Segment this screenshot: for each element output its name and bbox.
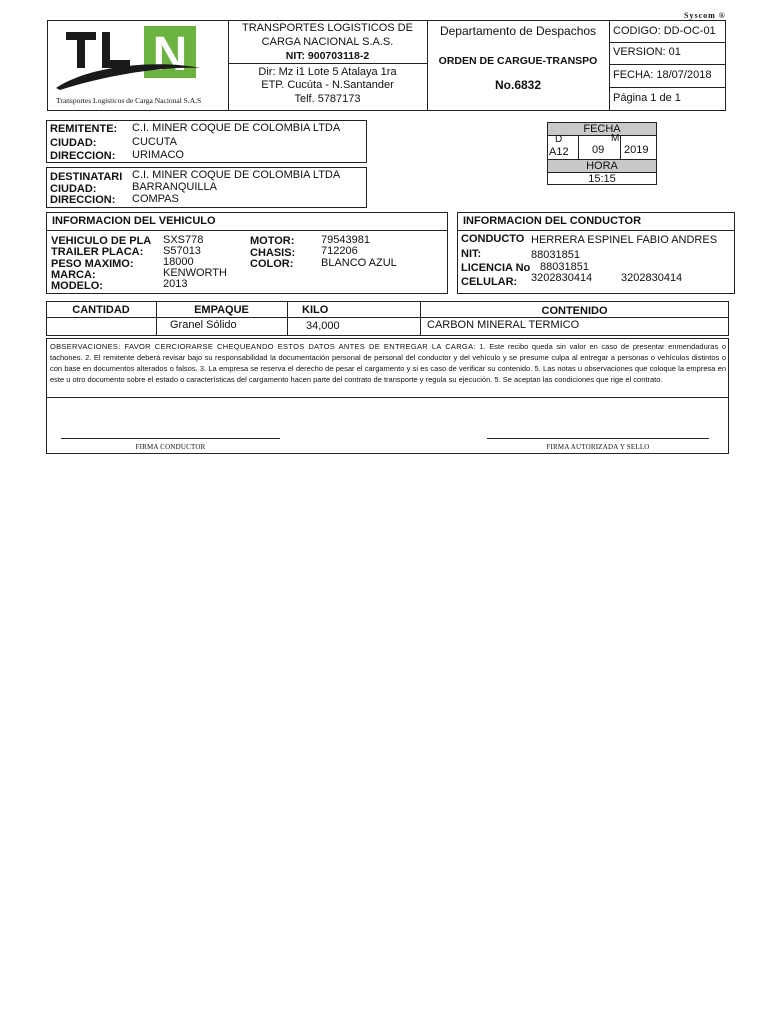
remitente-direccion-label: DIRECCION: bbox=[50, 150, 116, 162]
trailer-placa-label: TRAILER PLACA: bbox=[51, 246, 144, 258]
fecha-m-label: M bbox=[611, 133, 620, 144]
remitente-label: REMITENTE: bbox=[50, 123, 118, 135]
svg-text:N: N bbox=[152, 28, 188, 81]
hora-title: HORA bbox=[586, 160, 618, 172]
licencia-label: LICENCIA No bbox=[461, 262, 531, 274]
remitente-value: C.I. MINER COQUE DE COLOMBIA LTDA bbox=[132, 122, 341, 134]
remitente-direccion-value: URIMACO bbox=[132, 149, 184, 161]
observaciones-body: 1. Este recibo queda sin valor en caso de presentar enmendaduras o tachones. 2. El remitente deberá revisar bajo su responsabilidad la documentación personal de personal del conductor y del vehículo y se presume culpa al entregar a personas o vehículos distintos o con base en documentos alterados o falsos. 3. La empresa se reserva el derecho de pesar el cargamento y si es caso de verificar su contenido. 5. Las notas u observaciones que coloque la empresa en este u otro documento sobre el estado o características del cargamento hacen parte del contrato de transporte y regula su ejecución. 5. Se aceptan las condiciones que rige el contrato. bbox=[50, 342, 726, 384]
fecha-year: 2019 bbox=[624, 144, 649, 156]
conductor-nit-label: NIT: bbox=[461, 248, 482, 260]
destinatario-ciudad-label: CIUDAD: bbox=[50, 183, 97, 195]
chasis-label: CHASIS: bbox=[250, 247, 296, 259]
remitente-ciudad-label: CIUDAD: bbox=[50, 137, 97, 149]
cargo-cell-empaque: Granel Sólido bbox=[170, 319, 237, 331]
doc-pagina: Página 1 de 1 bbox=[613, 92, 681, 104]
chasis-value: 712206 bbox=[321, 245, 358, 257]
vehiculo-placa-label: VEHICULO DE PLA bbox=[51, 235, 152, 247]
celular-label: CELULAR: bbox=[461, 276, 518, 288]
destinatario-direccion-label: DIRECCION: bbox=[50, 194, 116, 206]
color-label: COLOR: bbox=[250, 258, 294, 270]
conductor-value: HERRERA ESPINEL FABIO ANDRES bbox=[531, 234, 718, 246]
marca-value: KENWORTH bbox=[163, 267, 227, 279]
trailer-placa-value: S57013 bbox=[163, 245, 201, 257]
firma-conductor-line bbox=[61, 438, 280, 439]
modelo-value: 2013 bbox=[163, 278, 188, 290]
firma-conductor-label: FIRMA CONDUCTOR bbox=[135, 443, 206, 451]
company-name-line1: TRANSPORTES LOGISTICOS DE bbox=[242, 22, 413, 34]
doc-fecha: FECHA: 18/07/2018 bbox=[613, 69, 712, 81]
peso-maximo-label: PESO MAXIMO: bbox=[51, 258, 134, 270]
cargo-header-empaque: EMPAQUE bbox=[194, 304, 249, 316]
vehiculo-placa-value: SXS778 bbox=[163, 234, 204, 246]
conductor-header: INFORMACION DEL CONDUCTOR bbox=[463, 215, 642, 227]
company-name-line2: CARGA NACIONAL S.A.S. bbox=[261, 36, 394, 48]
doc-version: VERSION: 01 bbox=[613, 46, 681, 58]
modelo-label: MODELO: bbox=[51, 280, 103, 292]
vehiculo-header: INFORMACION DEL VEHICULO bbox=[52, 215, 216, 227]
department-title: Departamento de Despachos bbox=[439, 24, 597, 38]
cargo-header-kilo: KILO bbox=[302, 304, 329, 316]
company-address-line1: Dir: Mz i1 Lote 5 Atalaya 1ra bbox=[258, 66, 397, 78]
remitente-ciudad-value: CUCUTA bbox=[132, 136, 178, 148]
company-logo bbox=[52, 24, 224, 108]
observaciones-text bbox=[50, 341, 726, 385]
cargo-header-contenido: CONTENIDO bbox=[541, 305, 608, 317]
destinatario-direccion-value: COMPAS bbox=[132, 193, 179, 205]
destinatario-ciudad-value: BARRANQUILLA bbox=[132, 181, 217, 193]
cargo-header-cantidad: CANTIDAD bbox=[72, 304, 130, 316]
motor-value: 79543981 bbox=[321, 234, 370, 246]
doc-codigo: CODIGO: DD-OC-01 bbox=[613, 25, 716, 37]
observaciones-lead: OBSERVACIONES: FAVOR CERCIORARSE CHEQUEANDO ESTOS DATOS ANTES DE ENTREGAR LA CARGA: bbox=[50, 342, 476, 351]
motor-label: MOTOR: bbox=[250, 235, 295, 247]
logo-tagline: Transportes Logisticos de Carga Nacional S.A.S bbox=[56, 96, 202, 105]
celular-value-1: 3202830414 bbox=[531, 272, 593, 284]
cargo-cell-kilo: 34,000 bbox=[306, 320, 340, 332]
celular-value-2: 3202830414 bbox=[621, 272, 683, 284]
syscom-stamp: Syscom ® bbox=[684, 11, 726, 20]
marca-label: MARCA: bbox=[51, 269, 96, 281]
fecha-day: A12 bbox=[549, 146, 569, 158]
company-address-line2: ETP. Cucúta - N.Santander bbox=[261, 79, 394, 91]
peso-maximo-value: 18000 bbox=[163, 256, 194, 268]
fecha-d-label: D bbox=[555, 134, 563, 145]
document-number: No.6832 bbox=[494, 78, 542, 92]
fecha-title: FECHA bbox=[583, 123, 621, 135]
cargo-cell-contenido: CARBON MINERAL TERMICO bbox=[427, 319, 580, 331]
firma-autorizada-label: FIRMA AUTORIZADA Y SELLO bbox=[546, 443, 650, 451]
destinatario-label: DESTINATARI bbox=[50, 171, 123, 183]
company-phone: Telf. 5787173 bbox=[294, 93, 361, 105]
destinatario-value: C.I. MINER COQUE DE COLOMBIA LTDA bbox=[132, 169, 341, 181]
fecha-month: 09 bbox=[592, 144, 605, 156]
color-value: BLANCO AZUL bbox=[321, 257, 397, 269]
hora-value: 15:15 bbox=[588, 173, 616, 185]
licencia-value: 88031851 bbox=[540, 261, 589, 273]
document-title: ORDEN DE CARGUE-TRANSPO bbox=[438, 55, 598, 67]
conductor-nit-value: 88031851 bbox=[531, 249, 580, 261]
conductor-label: CONDUCTO bbox=[461, 233, 525, 245]
company-nit: NIT: 900703118-2 bbox=[285, 50, 370, 62]
firma-autorizada-line bbox=[487, 438, 709, 439]
